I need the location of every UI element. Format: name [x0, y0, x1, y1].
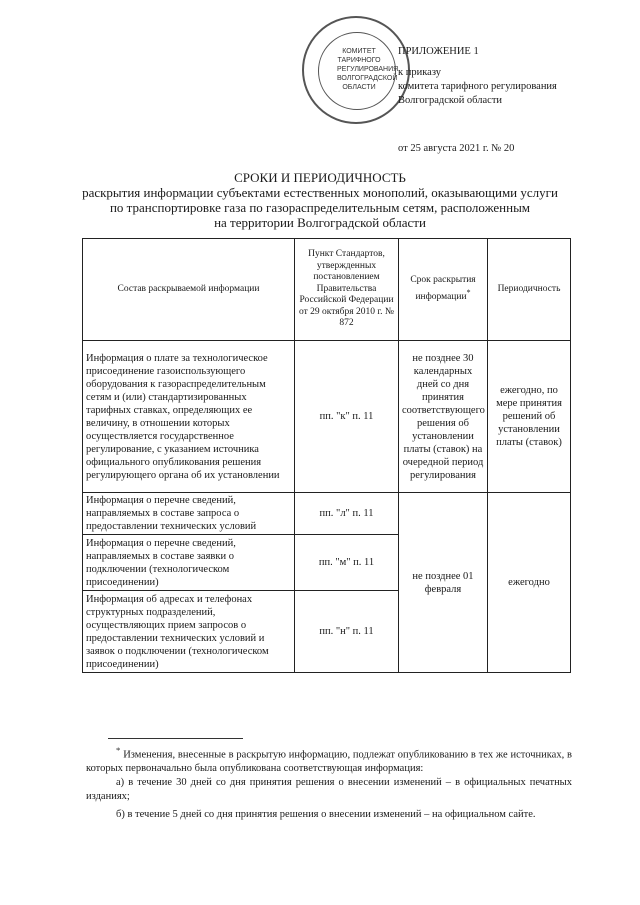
shared-period: ежегодно — [488, 493, 571, 673]
table-row — [83, 493, 571, 535]
col-header-term: Срок раскрытия информации* — [399, 239, 488, 341]
row-clause: пп. "м" п. 11 — [295, 535, 399, 591]
row-clause: пп. "л" п. 11 — [295, 493, 399, 535]
col-header-period: Периодичность — [488, 239, 571, 341]
order-date: от 25 августа 2021 г. № 20 — [398, 143, 515, 154]
doc-subtitle-1: раскрытия информации субъектами естественных монополий, оказывающими услуги — [82, 185, 558, 200]
order-ref-line2: комитета тарифного регулирования — [398, 81, 557, 92]
order-ref-line3: Волгоградской области — [398, 95, 503, 106]
doc-subtitle-2: по транспортировке газа по газораспределительным сетям, расположенным — [109, 200, 531, 215]
table-row — [83, 341, 571, 493]
order-ref-line1: к приказу — [398, 67, 441, 78]
footnote-text-2: а) в течение 30 дней со дня принятия решения о внесении изменений – в официальных печатных изданиях; — [86, 777, 572, 802]
row-info: Информация о перечне сведений, направляемых в составе запроса о предоставлении технических условий — [83, 493, 295, 535]
row-term: не позднее 30 календарных дней со дня принятия соответствующего решения об установлении платы (ставок) на очередной период регулирования — [399, 341, 488, 493]
seal-text: КОМИТЕТ ТАРИФНОГО РЕГУЛИРОВАНИЯ ВОЛГОГРАДСКОЙ ОБЛАСТИ — [337, 48, 399, 91]
footnote-separator — [108, 738, 243, 739]
official-seal — [302, 16, 410, 124]
footnote-text-1: * Изменения, внесенные в раскрытую информацию, подлежат опубликованию в тех же источниках, в которых первоначально была опубликована соответствующая информация: — [86, 745, 573, 774]
row-clause: пп. "к" п. 11 — [295, 341, 399, 493]
shared-term: не позднее 01 февраля — [399, 493, 488, 673]
table-header-row — [83, 239, 571, 341]
col-header-clause: Пункт Стандартов, утвержденных постановлением Правительства Российской Федерации от 29 октября 2010 г. № 872 — [295, 239, 399, 341]
disclosure-table — [82, 238, 571, 673]
doc-subtitle-3: на территории Волгоградской области — [214, 215, 426, 230]
doc-title: СРОКИ И ПЕРИОДИЧНОСТЬ — [234, 170, 406, 185]
row-info: Информация об адресах и телефонах структурных подразделений, осуществляющих прием запросов о предоставлении технических условий и заявок о подключении (технологическом присоединении) — [83, 591, 295, 673]
row-clause: пп. "н" п. 11 — [295, 591, 399, 673]
col-header-info: Состав раскрываемой информации — [83, 239, 295, 341]
row-info: Информация о перечне сведений, направляемых в составе заявки о подключении (технологическом присоединении) — [83, 535, 295, 591]
seal-inner-ring — [318, 32, 399, 110]
appendix-label: ПРИЛОЖЕНИЕ 1 — [398, 46, 479, 57]
footnote-text-3: б) в течение 5 дней со дня принятия решения о внесении изменений – на официальном сайте. — [116, 809, 536, 820]
row-period: ежегодно, по мере принятия решений об установлении платы (ставок) — [488, 341, 571, 493]
row-info: Информация о плате за технологическое присоединение газоиспользующего оборудования к газораспределительным сетям и (или) стандартизированных тарифных ставках, определяющих ее величину, в отношении которых осуществляется государственное регулирование, с указанием источника официального опубликования решения регулирующего органа об их установлении — [83, 341, 295, 493]
